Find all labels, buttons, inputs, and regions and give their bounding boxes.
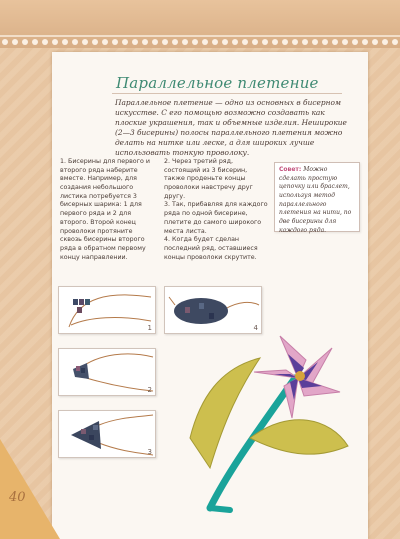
lace-scallop bbox=[332, 39, 338, 45]
lace-scallop bbox=[182, 39, 188, 45]
step-1-text: 1. Бисерины для первого и второго ряда наберите вместе. Например, для создания небольшого листика потребуется 3 бисерных шарика: 1 для первого ряда и 2 для второго. Второй конец проволоки протяните сквозь бисерины второго ряда в обратном первому концу направлении. bbox=[60, 158, 150, 261]
beads-wire-illustration bbox=[59, 349, 155, 395]
lace-scallop bbox=[62, 39, 68, 45]
lace-scallop bbox=[302, 39, 308, 45]
lace-scallop bbox=[232, 39, 238, 45]
corner-decoration bbox=[0, 439, 60, 539]
lace-scallop bbox=[102, 39, 108, 45]
lace-scallop bbox=[92, 39, 98, 45]
tip-body: Можно сделать простую цепочку или браслет, используя метод параллельного плетения на нити, по две бисерины для каждого ряда. bbox=[279, 166, 352, 234]
lace-scallop bbox=[322, 39, 328, 45]
steps-column-2 bbox=[164, 158, 268, 262]
step-3-text: 3. Так, прибавляя для каждого ряда по одной бисерине, плетите до самого широкого места листа. bbox=[164, 201, 268, 235]
step-2-text: 2. Через третий ряд, состоящий из 3 бисерин, также проденьте концы проволоки навстречу друг другу. bbox=[164, 158, 253, 200]
lace-scallop bbox=[262, 39, 268, 45]
lace-scallop bbox=[32, 39, 38, 45]
page-number: 40 bbox=[9, 490, 26, 505]
lace-scallop bbox=[382, 39, 388, 45]
lace-scallop bbox=[252, 39, 258, 45]
figure-2 bbox=[58, 348, 156, 396]
lace-scallop bbox=[362, 39, 368, 45]
lace-scallop bbox=[12, 39, 18, 45]
lace-scallop bbox=[312, 39, 318, 45]
lace-scallop bbox=[172, 39, 178, 45]
lace-scallop bbox=[2, 39, 8, 45]
lace-scallop bbox=[22, 39, 28, 45]
figure-1 bbox=[58, 286, 156, 334]
beaded-flower-illustration bbox=[180, 318, 355, 523]
intro-paragraph: Параллельное плетение — одно из основных в бисерном искусстве. С его помощью возможно создавать как плоские украшения, так и объемные изделия. Неширокие (2—3 бисерины) полосы параллельного плетения можно делать на нитке или леске, а для широких лучше использовать тонкую проволоку. bbox=[115, 98, 347, 158]
lace-scallop bbox=[282, 39, 288, 45]
lace-scallop bbox=[132, 39, 138, 45]
figure-number: 1 bbox=[147, 324, 152, 332]
figure-number: 3 bbox=[147, 448, 152, 456]
lace-scallop bbox=[112, 39, 118, 45]
lace-scallop bbox=[222, 39, 228, 45]
beads-wire-illustration bbox=[59, 411, 155, 457]
lace-scallop bbox=[122, 39, 128, 45]
steps-column-1 bbox=[60, 158, 155, 262]
lace-scallop bbox=[242, 39, 248, 45]
lace-scallop bbox=[372, 39, 378, 45]
tip-text bbox=[279, 166, 355, 236]
figure-number: 4 bbox=[253, 324, 258, 332]
step-4-text: 4. Когда будет сделан последний ряд, оставшиеся концы проволоки скрутите. bbox=[164, 236, 258, 261]
lace-scallop bbox=[142, 39, 148, 45]
lace-scallop bbox=[82, 39, 88, 45]
lace-scallop bbox=[212, 39, 218, 45]
lace-scallop bbox=[292, 39, 298, 45]
title-rule bbox=[112, 93, 342, 94]
lace-scallop bbox=[272, 39, 278, 45]
lace-scallop bbox=[162, 39, 168, 45]
lace-scallop bbox=[152, 39, 158, 45]
lace-scallop bbox=[72, 39, 78, 45]
page-title: Параллельное плетение bbox=[116, 74, 319, 92]
lace-scallop bbox=[42, 39, 48, 45]
lace-scallop bbox=[202, 39, 208, 45]
figure-number: 2 bbox=[147, 386, 152, 394]
lace-scallop bbox=[52, 39, 58, 45]
tip-box bbox=[274, 162, 360, 232]
figure-3 bbox=[58, 410, 156, 458]
lace-scallop bbox=[342, 39, 348, 45]
lace-scallop bbox=[352, 39, 358, 45]
tip-label: Совет: bbox=[279, 166, 302, 173]
lace-scallop bbox=[392, 39, 398, 45]
lace-scallop bbox=[192, 39, 198, 45]
beads-wire-illustration bbox=[59, 287, 155, 333]
